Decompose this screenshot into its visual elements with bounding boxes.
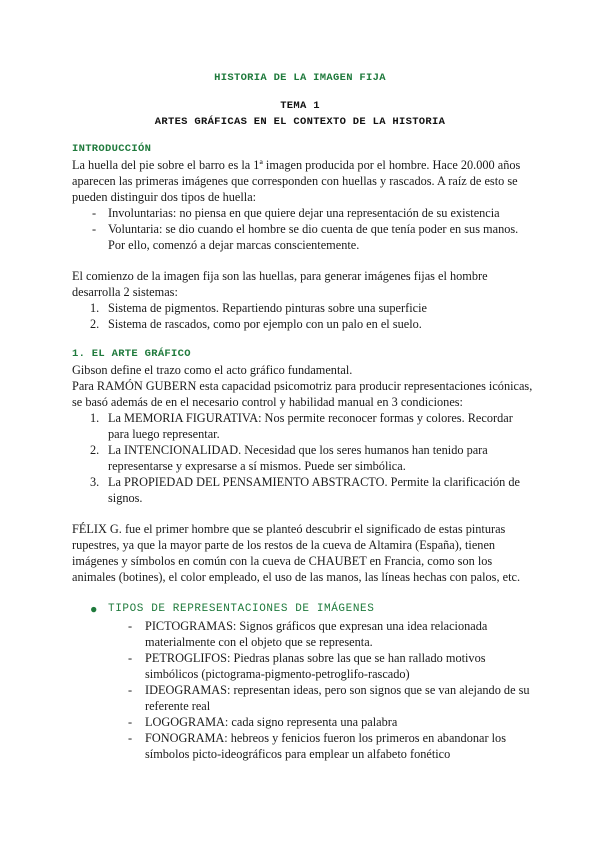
list-item-text: PETROGLIFOS: Piedras planas sobre las que se han rallado motivos	[145, 651, 486, 665]
list-item-text: materialmente con el objeto que se representa.	[145, 635, 373, 649]
intro-heading: INTRODUCCIÓN	[72, 143, 152, 155]
list-item-text: Voluntaria: se dio cuando el hombre se dio cuenta de que tenía poder en sus manos.	[108, 222, 519, 236]
dash-marker: -	[128, 651, 133, 665]
list-number: 3.	[90, 475, 100, 489]
document-title: HISTORIA DE LA IMAGEN FIJA	[214, 72, 386, 84]
dash-marker: -	[128, 715, 133, 729]
dash-marker: -	[92, 222, 97, 236]
paragraph-line: animales (botines), el color empleado, el uso de las manos, las líneas hechas con palos, etc.	[72, 570, 521, 584]
list-number: 1.	[90, 411, 100, 425]
list-number: 2.	[90, 443, 100, 457]
list-item-text: para luego representar.	[108, 427, 220, 441]
list-item-text: Involuntarias: no piensa en que quiere dejar una representación de su existencia	[108, 206, 500, 220]
list-item-text: signos.	[108, 491, 143, 505]
dash-marker: -	[128, 619, 133, 633]
paragraph-line: rupestres, ya que la mayor parte de los restos de la cueva de Altamira (España), tienen	[72, 538, 496, 552]
list-number: 1.	[90, 301, 100, 315]
dash-marker: -	[128, 683, 133, 697]
list-item-text: representarse y expresarse a sí mismos. Puede ser simbólica.	[108, 459, 406, 473]
dash-marker: -	[128, 731, 133, 745]
paragraph-line: El comienzo de la imagen fija son las huellas, para generar imágenes fijas el hombre	[72, 269, 488, 283]
paragraph-line: FÉLIX G. fue el primer hombre que se planteó descubrir el significado de estas pinturas	[72, 522, 506, 536]
bullet-icon: ●	[90, 602, 98, 616]
section-heading: 1. EL ARTE GRÁFICO	[72, 348, 191, 360]
list-item-text: LOGOGRAMA: cada signo representa una palabra	[145, 715, 398, 729]
paragraph-line: La huella del pie sobre el barro es la 1ª imagen producida por el hombre. Hace 20.000 años	[72, 158, 521, 172]
list-number: 2.	[90, 317, 100, 331]
paragraph-line: Gibson define el trazo como el acto gráfico fundamental.	[72, 363, 353, 377]
subsection-heading: TIPOS DE REPRESENTACIONES DE IMÁGENES	[108, 603, 375, 615]
list-item-text: La PROPIEDAD DEL PENSAMIENTO ABSTRACTO. Permite la clarificación de	[108, 475, 521, 489]
list-item-text: Por ello, comenzó a dejar marcas conscientemente.	[108, 238, 360, 252]
dash-marker: -	[92, 206, 97, 220]
list-item-text: simbólicos (pictograma-pigmento-petroglifo-rascado)	[145, 667, 410, 681]
paragraph-line: Para RAMÓN GUBERN esta capacidad psicomotriz para producir representaciones icónicas,	[72, 379, 533, 393]
list-item-text: referente real	[145, 699, 211, 713]
list-item-text: PICTOGRAMAS: Signos gráficos que expresan una idea relacionada	[145, 619, 488, 633]
paragraph-line: desarrolla 2 sistemas:	[72, 285, 178, 299]
paragraph-line: aparecen las primeras imágenes que corresponden con huellas y rascados. A raíz de esto se	[72, 174, 518, 188]
tema-label: TEMA 1	[280, 100, 320, 112]
list-item-text: FONOGRAMA: hebreos y fenicios fueron los primeros en abandonar los	[145, 731, 506, 745]
document-subtitle: ARTES GRÁFICAS EN EL CONTEXTO DE LA HISTORIA	[154, 116, 446, 128]
paragraph-line: pueden distinguir dos tipos de huella:	[72, 190, 257, 204]
list-item-text: símbolos picto-ideográficos para emplear un alfabeto fonético	[145, 747, 451, 761]
paragraph-line: imágenes y símbolos en común con la cueva de CHAUBET en Francia, como son los	[72, 554, 493, 568]
list-item-text: La MEMORIA FIGURATIVA: Nos permite reconocer formas y colores. Recordar	[108, 411, 513, 425]
list-item-text: La INTENCIONALIDAD. Necesidad que los seres humanos han tenido para	[108, 443, 488, 457]
list-item-text: IDEOGRAMAS: representan ideas, pero son signos que se van alejando de su	[145, 683, 530, 697]
paragraph-line: se basó además de en el necesario control y habilidad manual en 3 condiciones:	[72, 395, 463, 409]
list-item-text: Sistema de rascados, como por ejemplo con un palo en el suelo.	[108, 317, 422, 331]
list-item-text: Sistema de pigmentos. Repartiendo pinturas sobre una superficie	[108, 301, 427, 315]
